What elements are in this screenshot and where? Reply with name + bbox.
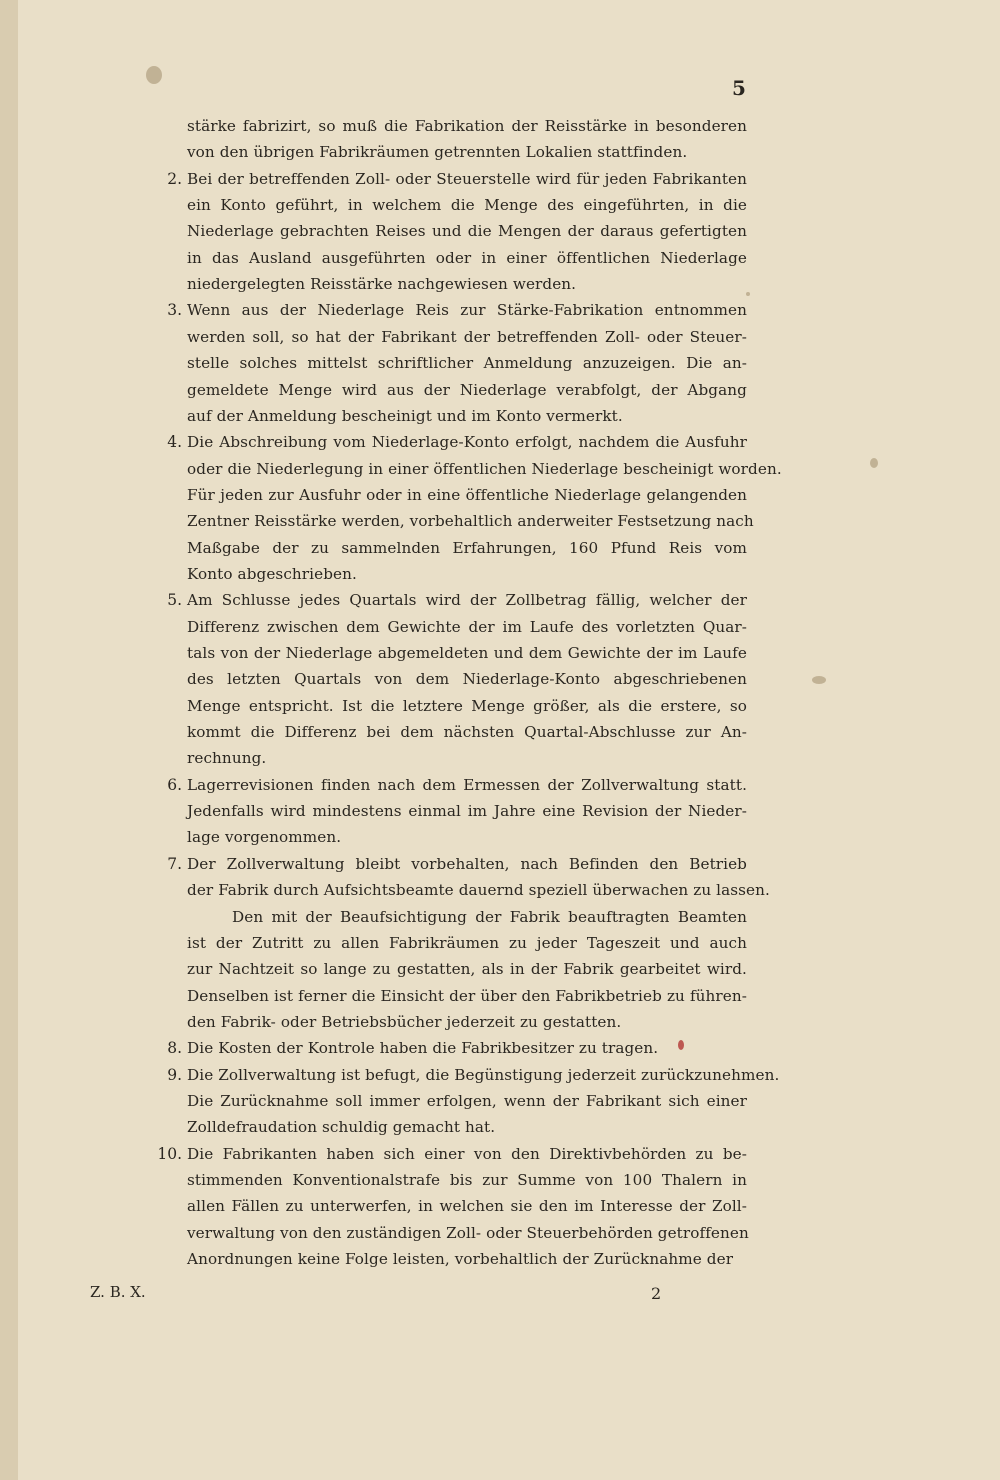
text-line: Niederlage gebrachten Reises und die Mengen der daraus gefertigten (187, 222, 747, 241)
text-line: Zentner Reisstärke werden, vorbehaltlich anderweiter Festsetzung nach (187, 512, 754, 531)
text-line: von den übrigen Fabrikräumen getrennten Lokalien stattfinden. (187, 143, 688, 162)
text-line: rechnung. (187, 749, 267, 768)
text-line: auf der Anmeldung bescheinigt und im Konto vermerkt. (187, 406, 623, 425)
text-line: ein Konto geführt, in welchem die Menge des eingeführten, in die (187, 196, 747, 215)
text-line: Für jeden zur Ausfuhr oder in eine öffentliche Niederlage gelangenden (187, 485, 747, 504)
paragraph-number: 4. (167, 433, 182, 452)
text-line: Denselben ist ferner die Einsicht der über den Fabrikbetrieb zu führen- (187, 986, 747, 1005)
text-line: Maßgabe der zu sammelnden Erfahrungen, 160 Pfund Reis vom (187, 538, 747, 557)
text-line: Die Kosten der Kontrole haben die Fabrikbesitzer zu tragen. (187, 1039, 659, 1058)
text-line: der Fabrik durch Aufsichtsbeamte dauernd speziell überwachen zu lassen. (187, 881, 770, 900)
text-line: gemeldete Menge wird aus der Niederlage verabfolgt, der Abgang (187, 380, 747, 399)
page-number: 5 (732, 76, 746, 100)
text-line: in das Ausland ausgeführten oder in einer öffentlichen Niederlage (187, 248, 747, 267)
text-line: stärke fabrizirt, so muß die Fabrikation der Reisstärke in besonderen (187, 117, 747, 135)
text-line: des letzten Quartals von dem Niederlage-Konto abgeschriebenen (187, 670, 747, 689)
text-line: den Fabrik- oder Betriebsbücher jederzeit zu gestatten. (187, 1012, 622, 1031)
text-line: Zolldefraudation schuldig gemacht hat. (187, 1118, 496, 1137)
text-line: Lagerrevisionen finden nach dem Ermessen der Zollverwaltung statt. (187, 775, 747, 794)
text-line: Die Abschreibung vom Niederlage-Konto erfolgt, nachdem die Ausfuhr (187, 433, 747, 452)
text-line: tals von der Niederlage abgemeldeten und dem Gewichte der im Laufe (187, 644, 747, 662)
paragraph-number: 8. (167, 1039, 182, 1058)
paragraph-number: 9. (167, 1065, 182, 1084)
paragraph-number: 2. (167, 169, 182, 188)
text-line: lage vorgenommen. (187, 828, 342, 847)
text-line: Konto abgeschrieben. (187, 564, 357, 583)
text-line: ist der Zutritt zu allen Fabrikräumen zu jeder Tageszeit und auch (187, 933, 747, 952)
paper-stain (146, 66, 162, 84)
text-line: Wenn aus der Niederlage Reis zur Stärke-Fabrikation entnommen (187, 301, 747, 320)
printer-signature: Z. B. X. (90, 1283, 146, 1301)
text-line: Die Zurücknahme soll immer erfolgen, wenn der Fabrikant sich einer (187, 1091, 747, 1110)
text-line: stimmenden Konventionalstrafe bis zur Summe von 100 Thalern in (187, 1171, 747, 1189)
paragraph-number: 5. (167, 591, 182, 610)
page-edge (0, 0, 18, 1480)
sheet-number: 2 (651, 1284, 662, 1303)
text-line: Den mit der Beaufsichtigung der Fabrik beauftragten Beamten (232, 907, 747, 926)
paragraph-number: 6. (167, 775, 182, 794)
text-line: oder die Niederlegung in einer öffentlichen Niederlage bescheinigt worden. (187, 459, 782, 478)
text-line: Am Schlusse jedes Quartals wird der Zollbetrag fällig, welcher der (187, 591, 747, 610)
text-line: werden soll, so hat der Fabrikant der betreffenden Zoll- oder Steuer- (187, 327, 747, 346)
text-line: niedergelegten Reisstärke nachgewiesen werden. (187, 275, 577, 294)
text-line: allen Fällen zu unterwerfen, in welchen sie den im Interesse der Zoll- (187, 1197, 747, 1216)
paper-stain (812, 676, 826, 684)
text-line: Der Zollverwaltung bleibt vorbehalten, nach Befinden den Betrieb (187, 854, 747, 873)
text-line: Anordnungen keine Folge leisten, vorbehaltlich der Zurücknahme der (187, 1250, 734, 1269)
text-line: stelle solches mittelst schriftlicher Anmeldung anzuzeigen. Die an- (187, 354, 747, 373)
text-line: Jedenfalls wird mindestens einmal im Jahre eine Revision der Nieder- (187, 802, 747, 821)
paragraph-number: 7. (167, 854, 182, 873)
text-line: Differenz zwischen dem Gewichte der im Laufe des vorletzten Quar- (187, 617, 747, 636)
text-line: Die Zollverwaltung ist befugt, die Begünstigung jederzeit zurückzunehmen. (187, 1065, 780, 1084)
paragraph-number: 3. (167, 301, 182, 320)
text-line: kommt die Differenz bei dem nächsten Quartal-Abschlusse zur An- (187, 723, 747, 742)
text-line: zur Nachtzeit so lange zu gestatten, als in der Fabrik gearbeitet wird. (187, 960, 747, 979)
paper-stain (870, 458, 878, 468)
text-line: Bei der betreffenden Zoll- oder Steuerstelle wird für jeden Fabrikanten (187, 169, 747, 188)
paragraph-number: 10. (157, 1144, 182, 1163)
text-line: Menge entspricht. Ist die letztere Menge größer, als die erstere, so (187, 696, 747, 715)
text-line: Die Fabrikanten haben sich einer von den Direktivbehörden zu be- (187, 1144, 747, 1163)
text-line: verwaltung von den zuständigen Zoll- oder Steuerbehörden getroffenen (187, 1223, 749, 1242)
